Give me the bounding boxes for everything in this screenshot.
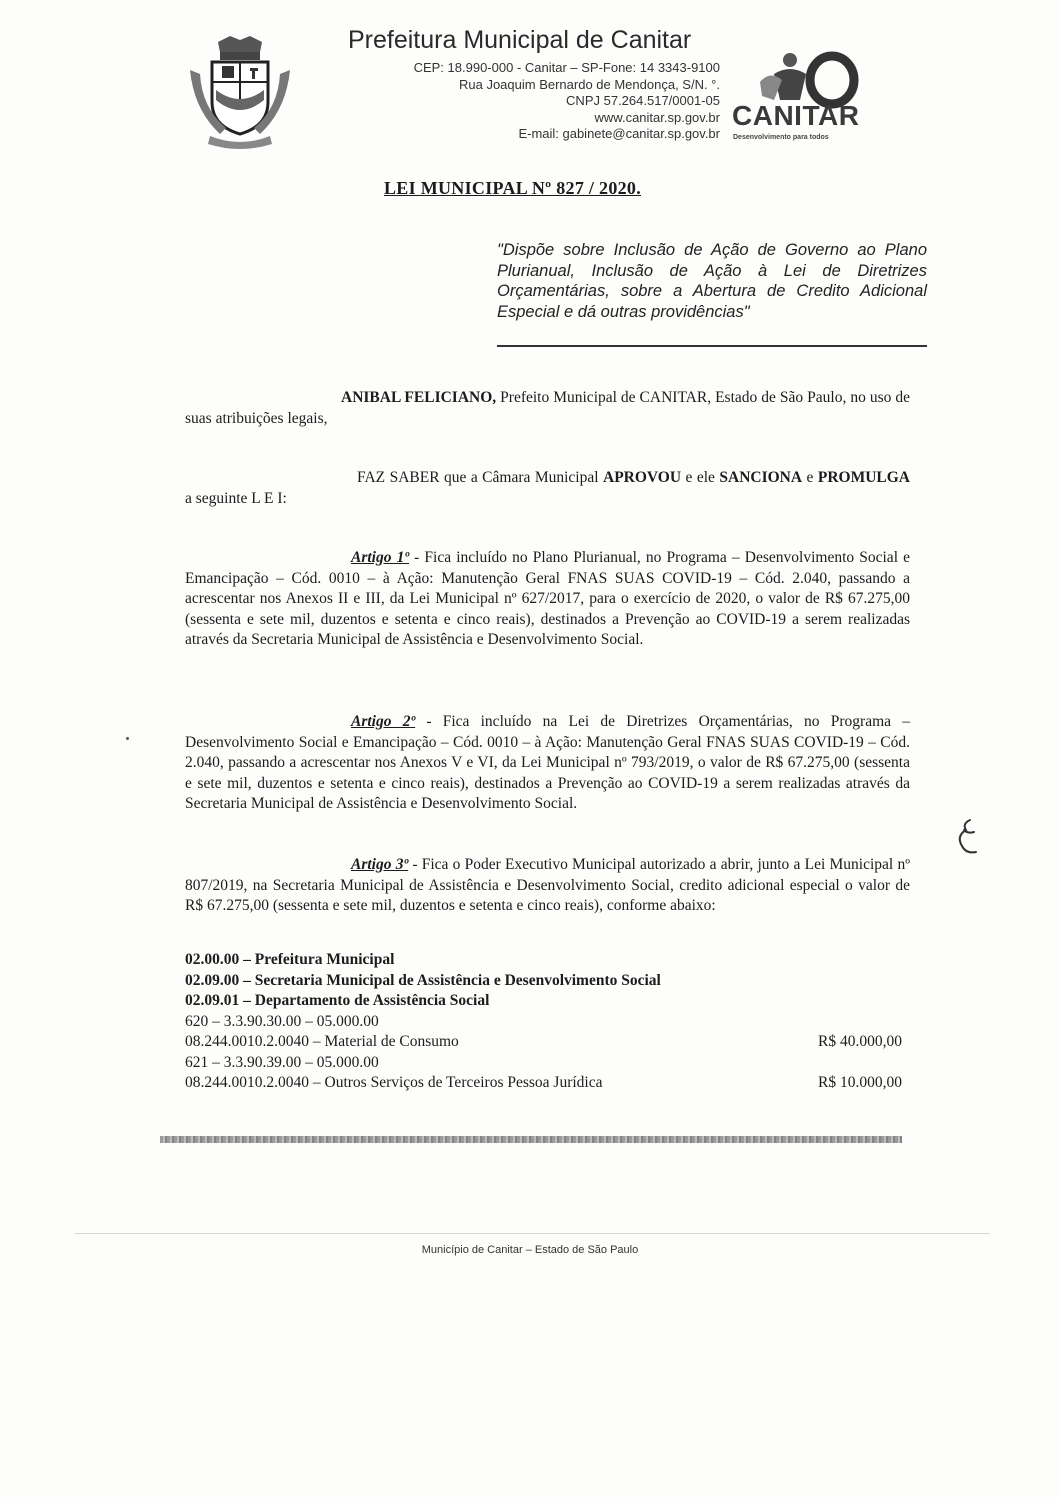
scan-speck: [126, 737, 129, 740]
address: Rua Joaquim Bernardo de Mendonça, S/N. °.: [458, 76, 720, 92]
budget-code: 08.244.0010.2.0040 – Material de Consumo: [185, 1033, 459, 1050]
mayor-name: ANIBAL FELICIANO,: [341, 389, 497, 406]
article-text: - Fica incluído na Lei de Diretrizes Orçamentárias, no Programa – Desenvolvimento Social e Emancipação – Cód. 0010 – à Ação: Manutenção Geral FNAS SUAS COVID-19 – Cód. 2.040, passando a acrescentar nos Anexos V e VI, da Lei Municipal nº 793/2019, o valor de R$ 67.275,00 (sessenta e sete mil, duzentos e setenta e cinco reais), destinados a Prevenção ao COVID-19 a serem realizadas através da Secretaria Municipal de Assistência e Desenvolvimento Social.: [185, 713, 910, 812]
budget-line: [185, 1032, 910, 1053]
summary-underline: [497, 345, 927, 347]
budget-code: 621 – 3.3.90.39.00 – 05.000.00: [185, 1053, 379, 1071]
budget-org: 02.00.00 – Prefeitura Municipal: [185, 951, 395, 968]
email: E-mail: gabinete@canitar.sp.gov.br: [518, 126, 720, 141]
institution-contact: [340, 60, 720, 143]
budget-line: [185, 1012, 910, 1033]
coat-of-arms-icon: [180, 30, 300, 150]
budget-org: 02.09.01 – Departamento de Assistência Social: [185, 992, 490, 1009]
article-label: Artigo 3º: [351, 856, 409, 873]
budget-amount: R$ 40.000,00: [818, 1033, 902, 1050]
budget-org-line: [185, 950, 910, 971]
budget-line: [185, 1073, 910, 1094]
handwritten-initial-icon: [948, 816, 993, 866]
article-label: Artigo 2º: [351, 713, 416, 730]
logo-wordmark: CANITAR: [732, 100, 860, 131]
website: www.canitar.sp.gov.br: [594, 109, 720, 125]
footer-divider: [75, 1233, 990, 1234]
approved-word: APROVOU: [603, 469, 682, 486]
budget-org: 02.09.00 – Secretaria Municipal de Assistência e Desenvolvimento Social: [185, 971, 661, 989]
promulgation-text: FAZ SABER que a Câmara Municipal: [357, 469, 603, 486]
article-1: [185, 548, 910, 651]
law-title: LEI MUNICIPAL Nº 827 / 2020.: [384, 178, 642, 198]
promulgation: [185, 468, 910, 509]
sanctions-word: SANCIONA: [719, 469, 803, 486]
budget-allocation: [185, 950, 910, 1094]
budget-org-line: [185, 971, 910, 992]
budget-amount: R$ 10.000,00: [818, 1074, 902, 1091]
article-text: - Fica o Poder Executivo Municipal autorizado a abrir, junto a Lei Municipal nº 807/2019, na Secretaria Municipal de Assistência e Desenvolvimento Social, credito adicional especial o valor de R$ 67.275,00 (sessenta e sete mil, duzentos e setenta e cinco reais), conforme abaixo:: [185, 856, 910, 914]
promulgation-text: a seguinte L E I:: [185, 489, 287, 507]
budget-code: 08.244.0010.2.0040 – Outros Serviços de Terceiros Pessoa Jurídica: [185, 1074, 603, 1091]
budget-amount: [902, 1012, 910, 1033]
article-text: - Fica incluído no Plano Plurianual, no Programa – Desenvolvimento Social e Emancipação – Cód. 0010 – à Ação: Manutenção Geral FNAS SUAS COVID-19 – Cód. 2.040, passando a acrescentar nos Anexos II e III, da Lei Municipal nº 627/2017, para o exercício de 2020, o valor de R$ 67.275,00 (sessenta e sete mil, duzentos e setenta e cinco reais), destinados a Prevenção ao COVID-19 a serem realizadas através da Secretaria Municipal de Assistência e Desenvolvimento Social.: [185, 549, 910, 648]
promulgation-text: e ele: [681, 469, 720, 486]
budget-code: 620 – 3.3.90.30.00 – 05.000.00: [185, 1012, 379, 1030]
cnpj: CNPJ 57.264.517/0001-05: [566, 93, 720, 108]
preamble: [185, 388, 910, 429]
promulgation-text: e: [802, 469, 818, 486]
budget-line: [185, 1053, 910, 1074]
budget-amount: [902, 1053, 910, 1074]
promulgates-word: PROMULGA: [817, 469, 910, 486]
page-break-bar: [160, 1136, 902, 1143]
article-3: [185, 855, 910, 917]
article-label: Artigo 1º: [351, 549, 410, 566]
cep-phone: CEP: 18.990-000 - Canitar – SP-Fone: 14 3343-9100: [413, 60, 720, 75]
article-2: [185, 712, 910, 815]
budget-org-line: [185, 991, 910, 1012]
logo-tagline: Desenvolvimento para todos: [733, 134, 829, 141]
page-footer: Município de Canitar – Estado de São Paulo: [421, 1244, 639, 1256]
law-summary: "Dispõe sobre Inclusão de Ação de Governo ao Plano Plurianual, Inclusão de Ação à Lei de Diretrizes Orçamentárias, sobre a Abertura de Credito Adicional Especial e dá outras providências": [497, 241, 927, 321]
preamble-text: Prefeito Municipal de CANITAR, Estado de São Paulo, no uso de suas atribuições legais,: [185, 389, 910, 427]
institution-title: Prefeitura Municipal de Canitar: [348, 26, 692, 54]
